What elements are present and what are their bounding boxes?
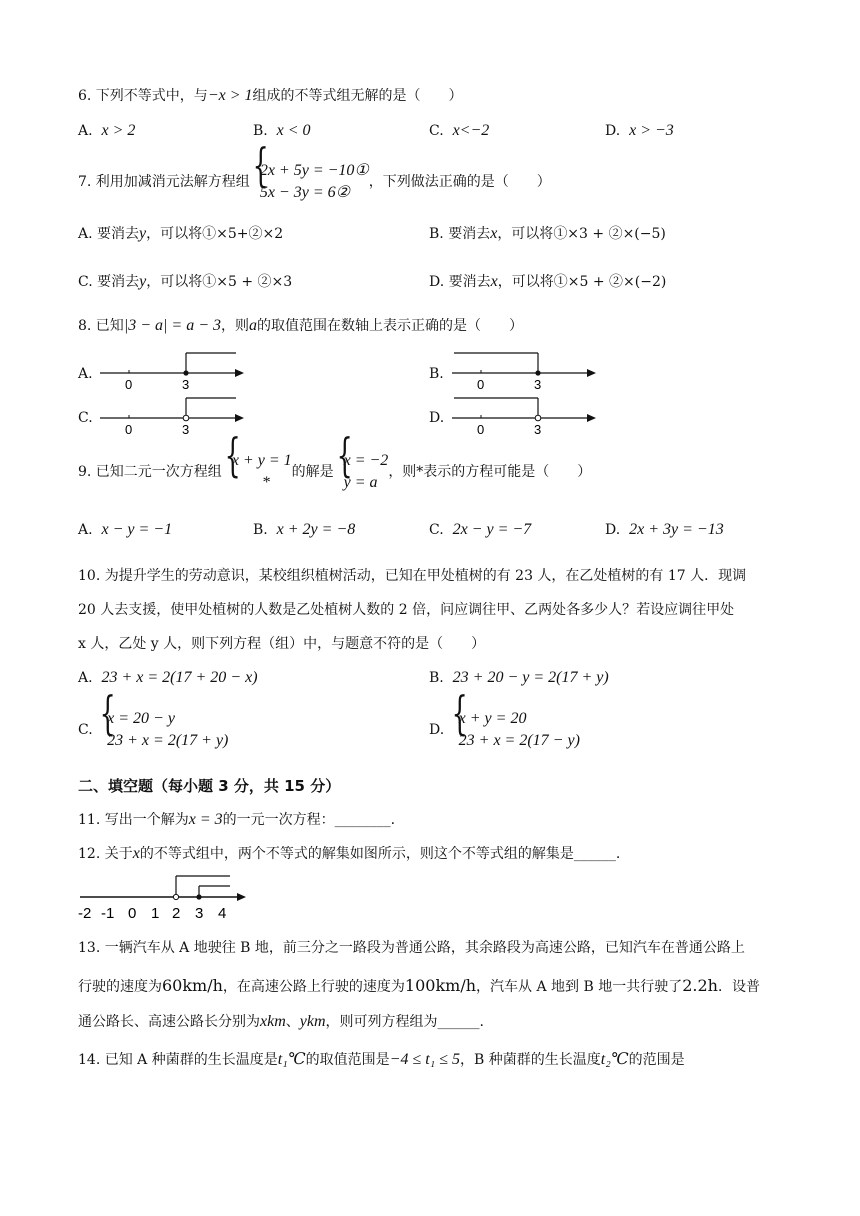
solid-point bbox=[183, 370, 188, 375]
q9-option-c[interactable]: C. 2x − y = −7 bbox=[429, 521, 532, 538]
tick-label-3: 3 bbox=[534, 377, 542, 390]
number-line-arrow bbox=[235, 369, 244, 377]
q9-stem: 9. 已知二元一次方程组{ x + y = 1 *的解是{ x = −2 y = a，则*表示的方程可能是（ ） bbox=[78, 450, 591, 494]
q7-option-b[interactable]: B. 要消去x，可以将①×3 + ②×(−5) bbox=[429, 225, 666, 242]
q6-stem-math: −x > 1 bbox=[207, 87, 253, 104]
q14: 14. 已知 A 种菌群的生长温度是t₁℃的取值范围是−4 ≤ t₁ ≤ 5，B 种菌群的生长温度t₂℃的范围是 bbox=[78, 1051, 685, 1068]
q8-option-a-numberline[interactable] bbox=[96, 348, 256, 390]
q13-line-2: 行驶的速度为60km/h，在高速公路上行驶的速度为100km/h，汽车从 A 地到 B 地一共行驶了2.2h．设普 bbox=[78, 976, 760, 995]
tick-label: -2 bbox=[78, 905, 92, 922]
tick-label-0: 0 bbox=[477, 377, 485, 390]
tick-label: -1 bbox=[101, 905, 115, 922]
q9-option-b[interactable]: B. x + 2y = −8 bbox=[253, 521, 356, 538]
hollow-point-2 bbox=[173, 894, 178, 899]
q6-option-c[interactable]: C. x<−2 bbox=[429, 122, 490, 139]
q10-option-d[interactable]: D. { x + y = 20 23 + x = 2(17 − y) bbox=[429, 708, 580, 752]
q6-option-d[interactable]: D. x > −3 bbox=[605, 122, 674, 139]
q6-stem: 6. 下列不等式中，与−x > 1组成的不等式组无解的是（ ） bbox=[78, 87, 463, 104]
number-line-arrow bbox=[587, 414, 596, 422]
hollow-point bbox=[535, 415, 541, 421]
solid-point bbox=[535, 370, 540, 375]
number-line-arrow bbox=[587, 369, 596, 377]
q7-option-c[interactable]: C. 要消去y，可以将①×5 + ②×3 bbox=[78, 273, 293, 290]
q8-option-b-label[interactable]: B. bbox=[429, 366, 444, 382]
q8-option-c-label[interactable]: C. bbox=[78, 410, 93, 426]
q10-option-c[interactable]: C. { x = 20 − y 23 + x = 2(17 + y) bbox=[78, 708, 228, 752]
tick-label-3: 3 bbox=[182, 422, 190, 435]
q7-option-a[interactable]: A. 要消去y，可以将①×5+②×2 bbox=[78, 225, 284, 242]
q9-system: { x + y = 1 * bbox=[222, 450, 292, 494]
tick-label: 4 bbox=[218, 905, 227, 922]
q10-line-3: x 人，乙处 y 人，则下列方程（组）中，与题意不符的是（ ） bbox=[78, 636, 486, 652]
q13-line-3: 通公路长、高速公路长分别为xkm、ykm，则可列方程组为______. bbox=[78, 1013, 484, 1030]
q6-option-a[interactable]: A. x > 2 bbox=[78, 122, 136, 139]
q10-option-a[interactable]: A. 23 + x = 2(17 + 20 − x) bbox=[78, 669, 258, 686]
q12-numberline bbox=[76, 870, 256, 922]
q9-option-a[interactable]: A. x − y = −1 bbox=[78, 521, 173, 538]
q7-system: { 2x + 5y = −10① 5x − 3y = 6② bbox=[250, 160, 369, 204]
tick-label-0: 0 bbox=[125, 377, 133, 390]
q11: 11. 写出一个解为x = 3的一元一次方程：________. bbox=[78, 811, 396, 828]
number-line-arrow bbox=[237, 893, 246, 901]
q13-line-1: 13. 一辆汽车从 A 地驶往 B 地，前三分之一路段为普通公路，其余路段为高速公路，已知汽车在普通公路上 bbox=[78, 940, 745, 956]
tick-label-0: 0 bbox=[477, 422, 485, 435]
tick-label: 0 bbox=[128, 905, 137, 922]
tick-label: 3 bbox=[195, 905, 204, 922]
q10-line-2: 20 人去支援，使甲处植树的人数是乙处植树人数的 2 倍，问应调往甲、乙两处各多少人？若设应调往甲处 bbox=[78, 602, 735, 618]
q8-stem: 8. 已知|3 − a| = a − 3，则a的取值范围在数轴上表示正确的是（ ） bbox=[78, 317, 523, 334]
q9-solution: { x = −2 y = a bbox=[334, 450, 389, 494]
q7-option-d[interactable]: D. 要消去x，可以将①×5 + ②×(−2) bbox=[429, 273, 667, 290]
number-line-arrow bbox=[235, 414, 244, 422]
tick-label-3: 3 bbox=[182, 377, 190, 390]
q8-option-d-numberline[interactable] bbox=[448, 393, 608, 435]
q8-stem-math: |3 − a| = a − 3 bbox=[123, 317, 221, 334]
q9-option-d[interactable]: D. 2x + 3y = −13 bbox=[605, 521, 724, 538]
tick-label: 1 bbox=[151, 905, 160, 922]
section-title: 二、填空题（每小题 3 分，共 15 分） bbox=[78, 777, 341, 795]
q6-option-b[interactable]: B. x < 0 bbox=[253, 122, 311, 139]
q12: 12. 关于x的不等式组中，两个不等式的解集如图所示，则这个不等式组的解集是______. bbox=[78, 845, 621, 862]
tick-label-0: 0 bbox=[125, 422, 133, 435]
q7-stem: 7. 利用加减消元法解方程组{ 2x + 5y = −10① 5x − 3y = 6②，下列做法正确的是（ ） bbox=[78, 160, 551, 204]
solid-point-3 bbox=[196, 894, 201, 899]
q10-line-1: 10. 为提升学生的劳动意识，某校组织植树活动，已知在甲处植树的有 23 人，在乙处植树的有 17 人．现调 bbox=[78, 568, 747, 584]
q8-option-b-numberline[interactable] bbox=[448, 348, 608, 390]
hollow-point bbox=[183, 415, 189, 421]
tick-label-3: 3 bbox=[534, 422, 542, 435]
q8-option-d-label[interactable]: D. bbox=[429, 410, 445, 426]
tick-label: 2 bbox=[172, 905, 181, 922]
q8-option-a-label[interactable]: A. bbox=[78, 366, 93, 382]
q10-option-b[interactable]: B. 23 + 20 − y = 2(17 + y) bbox=[429, 669, 609, 686]
